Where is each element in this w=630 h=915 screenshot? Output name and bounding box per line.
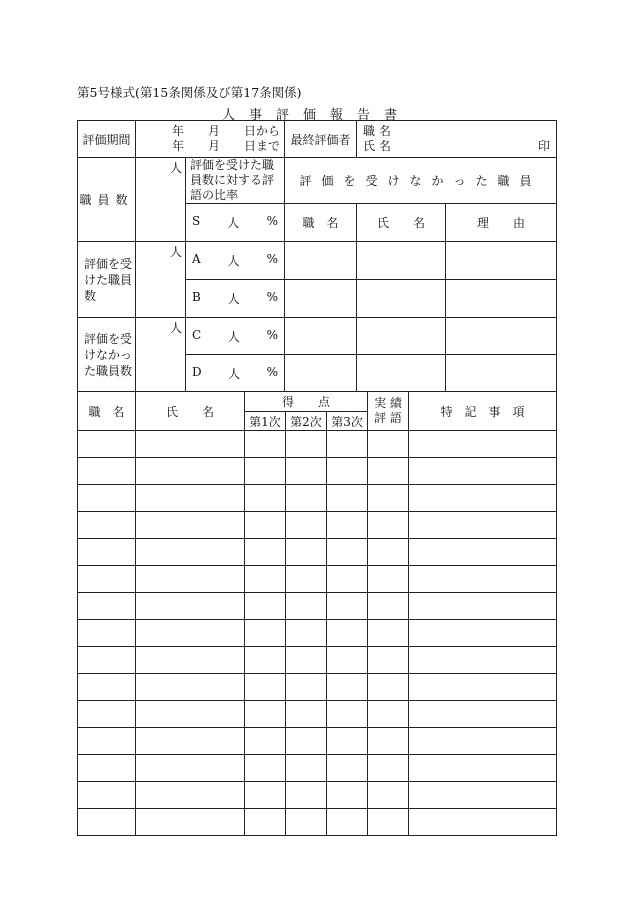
entry-cell[interactable]	[409, 809, 557, 836]
entry-cell[interactable]	[327, 566, 368, 593]
table-row	[78, 728, 557, 755]
table-row	[78, 512, 557, 539]
entry-cell[interactable]	[78, 620, 136, 647]
entry-cell[interactable]	[368, 593, 409, 620]
entry-cell[interactable]	[245, 485, 286, 512]
entry-cell[interactable]	[368, 728, 409, 755]
staff-count-label: 職員数	[78, 158, 136, 242]
entry-cell[interactable]	[409, 782, 557, 809]
entry-cell[interactable]	[327, 512, 368, 539]
entry-cell[interactable]	[368, 782, 409, 809]
entry-cell[interactable]	[409, 458, 557, 485]
entry-cell[interactable]	[327, 809, 368, 836]
entry-cell[interactable]	[78, 809, 136, 836]
table-row	[78, 701, 557, 728]
entry-cell[interactable]	[409, 593, 557, 620]
entry-cell[interactable]	[368, 458, 409, 485]
ne-name-4[interactable]	[357, 355, 446, 392]
entry-cell[interactable]	[286, 485, 327, 512]
entry-cell[interactable]	[368, 485, 409, 512]
entry-cell[interactable]	[136, 593, 245, 620]
form-number: 第5号様式(第15条関係及び第17条関係)	[77, 85, 302, 100]
entry-cell[interactable]	[327, 539, 368, 566]
entry-cell[interactable]	[78, 647, 136, 674]
entry-cell[interactable]	[327, 728, 368, 755]
grade-c-cell[interactable]: C 人 %	[186, 318, 285, 355]
entry-cell[interactable]	[245, 566, 286, 593]
person-unit: 人	[169, 321, 182, 335]
result-rating-header: 実 績 評 語	[368, 392, 409, 431]
entry-cell[interactable]	[78, 674, 136, 701]
entry-cell[interactable]	[327, 647, 368, 674]
entry-cell[interactable]	[409, 701, 557, 728]
col-job-title: 職 名	[285, 204, 357, 242]
entry-cell[interactable]	[78, 701, 136, 728]
entry-cell[interactable]	[286, 782, 327, 809]
grade-b-cell[interactable]: B 人 %	[186, 280, 285, 318]
evaluation-summary-table	[77, 120, 557, 392]
table-row	[78, 809, 557, 836]
document-title: 人事評価報告書	[221, 108, 411, 123]
remarks-header: 特 記 事 項	[409, 392, 557, 431]
entry-cell[interactable]	[368, 539, 409, 566]
entry-cell[interactable]	[286, 512, 327, 539]
entry-cell[interactable]	[78, 593, 136, 620]
entry-cell[interactable]	[78, 755, 136, 782]
ne-job-1[interactable]	[285, 242, 357, 280]
ne-job-2[interactable]	[285, 280, 357, 318]
period-label: 評価期間	[78, 121, 136, 158]
entry-cell[interactable]	[78, 566, 136, 593]
entry-cell[interactable]	[327, 593, 368, 620]
entry-cell[interactable]	[245, 512, 286, 539]
entry-cell[interactable]	[245, 458, 286, 485]
entry-cell[interactable]	[245, 782, 286, 809]
entry-cell[interactable]	[327, 782, 368, 809]
entry-cell[interactable]	[409, 539, 557, 566]
person-unit: 人	[169, 245, 182, 259]
entry-cell[interactable]	[286, 566, 327, 593]
table-row	[78, 458, 557, 485]
entry-cell[interactable]	[136, 701, 245, 728]
entry-cell[interactable]	[245, 755, 286, 782]
period-dates[interactable]	[136, 121, 285, 158]
evaluated-count-field[interactable]	[136, 242, 186, 318]
score-third: 第3次	[327, 412, 368, 431]
list-name-header: 氏 名	[136, 392, 245, 431]
entry-cell[interactable]	[136, 755, 245, 782]
evaluator-name-line	[357, 139, 556, 154]
ratio-label: 評価を受けた職員数に対する評語の比率	[186, 158, 285, 204]
entry-cell[interactable]	[286, 593, 327, 620]
evaluated-label: 評価を受けた職員数	[78, 242, 136, 318]
entry-cell[interactable]	[136, 647, 245, 674]
entry-cell[interactable]	[78, 539, 136, 566]
ne-name-3[interactable]	[357, 318, 446, 355]
entry-cell[interactable]	[136, 539, 245, 566]
table-row	[78, 755, 557, 782]
to-day: 日まで	[244, 139, 281, 153]
score-first: 第1次	[245, 412, 286, 431]
table-row	[78, 593, 557, 620]
entry-cell[interactable]	[327, 674, 368, 701]
table-row	[78, 620, 557, 647]
final-evaluator-field[interactable]	[357, 121, 557, 158]
ne-reason-4[interactable]	[446, 355, 557, 392]
entry-cell[interactable]	[368, 620, 409, 647]
entry-cell[interactable]	[78, 728, 136, 755]
evaluator-job-title-label: 職 名	[363, 124, 391, 138]
entry-cell[interactable]	[368, 755, 409, 782]
entry-cell[interactable]	[368, 701, 409, 728]
entry-cell[interactable]	[245, 593, 286, 620]
not-evaluated-header: 評価を受けなかった職員	[285, 158, 557, 204]
entry-cell[interactable]	[286, 431, 327, 458]
entry-cell[interactable]	[286, 809, 327, 836]
entry-cell[interactable]	[245, 728, 286, 755]
from-month: 月	[208, 124, 221, 138]
entry-cell[interactable]	[136, 566, 245, 593]
entry-cell[interactable]	[368, 431, 409, 458]
entry-cell[interactable]	[245, 647, 286, 674]
entry-cell[interactable]	[286, 674, 327, 701]
table-row	[78, 485, 557, 512]
entry-cell[interactable]	[409, 674, 557, 701]
entry-cell[interactable]	[245, 620, 286, 647]
entry-cell[interactable]	[327, 485, 368, 512]
ne-reason-1[interactable]	[446, 242, 557, 280]
entry-cell[interactable]	[286, 458, 327, 485]
entry-cell[interactable]	[286, 647, 327, 674]
entry-cell[interactable]	[245, 809, 286, 836]
entry-cell[interactable]	[368, 674, 409, 701]
entry-cell[interactable]	[78, 782, 136, 809]
person-unit: 人	[169, 161, 182, 175]
entry-cell[interactable]	[286, 701, 327, 728]
entry-cell[interactable]	[78, 431, 136, 458]
table-row	[78, 647, 557, 674]
entry-cell[interactable]	[368, 512, 409, 539]
table-row	[78, 539, 557, 566]
entry-cell[interactable]	[409, 485, 557, 512]
entry-cell[interactable]	[409, 647, 557, 674]
entry-cell[interactable]	[409, 728, 557, 755]
from-day: 日から	[244, 124, 281, 138]
list-job-title-header: 職 名	[78, 392, 136, 431]
entry-cell[interactable]	[78, 485, 136, 512]
entry-cell[interactable]	[245, 431, 286, 458]
entry-cell[interactable]	[136, 512, 245, 539]
col-name: 氏 名	[357, 204, 446, 242]
entry-cell[interactable]	[368, 647, 409, 674]
score-header: 得 点	[245, 392, 368, 412]
ne-name-1[interactable]	[357, 242, 446, 280]
entry-cell[interactable]	[136, 809, 245, 836]
grade-d-cell[interactable]: D 人 %	[186, 355, 285, 392]
not-evaluated-count-field[interactable]	[136, 318, 186, 392]
from-year: 年	[172, 124, 185, 138]
seal-mark: 印	[538, 139, 551, 153]
table-row	[78, 782, 557, 809]
table-row	[78, 566, 557, 593]
entry-cell[interactable]	[368, 566, 409, 593]
entry-cell[interactable]	[286, 539, 327, 566]
table-row	[78, 431, 557, 458]
entry-cell[interactable]	[327, 620, 368, 647]
entry-cell[interactable]	[78, 458, 136, 485]
entry-cell[interactable]	[136, 782, 245, 809]
entry-cell[interactable]	[78, 512, 136, 539]
entry-cell[interactable]	[136, 728, 245, 755]
entry-cell[interactable]	[327, 701, 368, 728]
entry-cell[interactable]	[409, 755, 557, 782]
entry-cell[interactable]	[409, 566, 557, 593]
col-reason: 理 由	[446, 204, 557, 242]
entry-cell[interactable]	[136, 620, 245, 647]
grade-a-cell[interactable]: A 人 %	[186, 242, 285, 280]
entry-cell[interactable]	[286, 755, 327, 782]
to-year: 年	[172, 139, 185, 153]
entry-cell[interactable]	[245, 674, 286, 701]
not-evaluated-label: 評価を受けなかった職員数	[78, 318, 136, 392]
entry-cell[interactable]	[286, 620, 327, 647]
entry-cell[interactable]	[245, 701, 286, 728]
staff-evaluation-list	[77, 391, 557, 836]
entry-cell[interactable]	[136, 485, 245, 512]
entry-cell[interactable]	[136, 674, 245, 701]
ne-reason-3[interactable]	[446, 318, 557, 355]
entry-cell[interactable]	[245, 539, 286, 566]
score-second: 第2次	[286, 412, 327, 431]
to-month: 月	[208, 139, 221, 153]
entry-cell[interactable]	[136, 431, 245, 458]
ne-job-3[interactable]	[285, 318, 357, 355]
entry-cell[interactable]	[327, 755, 368, 782]
evaluator-name-label: 氏 名	[363, 139, 391, 153]
entry-cell[interactable]	[286, 728, 327, 755]
entry-cell[interactable]	[327, 431, 368, 458]
final-evaluator-label: 最終評価者	[285, 121, 357, 158]
table-row	[78, 674, 557, 701]
entry-cell[interactable]	[409, 512, 557, 539]
grade-s-cell[interactable]: S 人 %	[186, 204, 285, 242]
entry-cell[interactable]	[409, 431, 557, 458]
entry-cell[interactable]	[409, 620, 557, 647]
ne-job-4[interactable]	[285, 355, 357, 392]
ne-reason-2[interactable]	[446, 280, 557, 318]
entry-cell[interactable]	[368, 809, 409, 836]
entry-cell[interactable]	[136, 458, 245, 485]
ne-name-2[interactable]	[357, 280, 446, 318]
entry-cell[interactable]	[327, 458, 368, 485]
staff-count-field[interactable]	[136, 158, 186, 242]
